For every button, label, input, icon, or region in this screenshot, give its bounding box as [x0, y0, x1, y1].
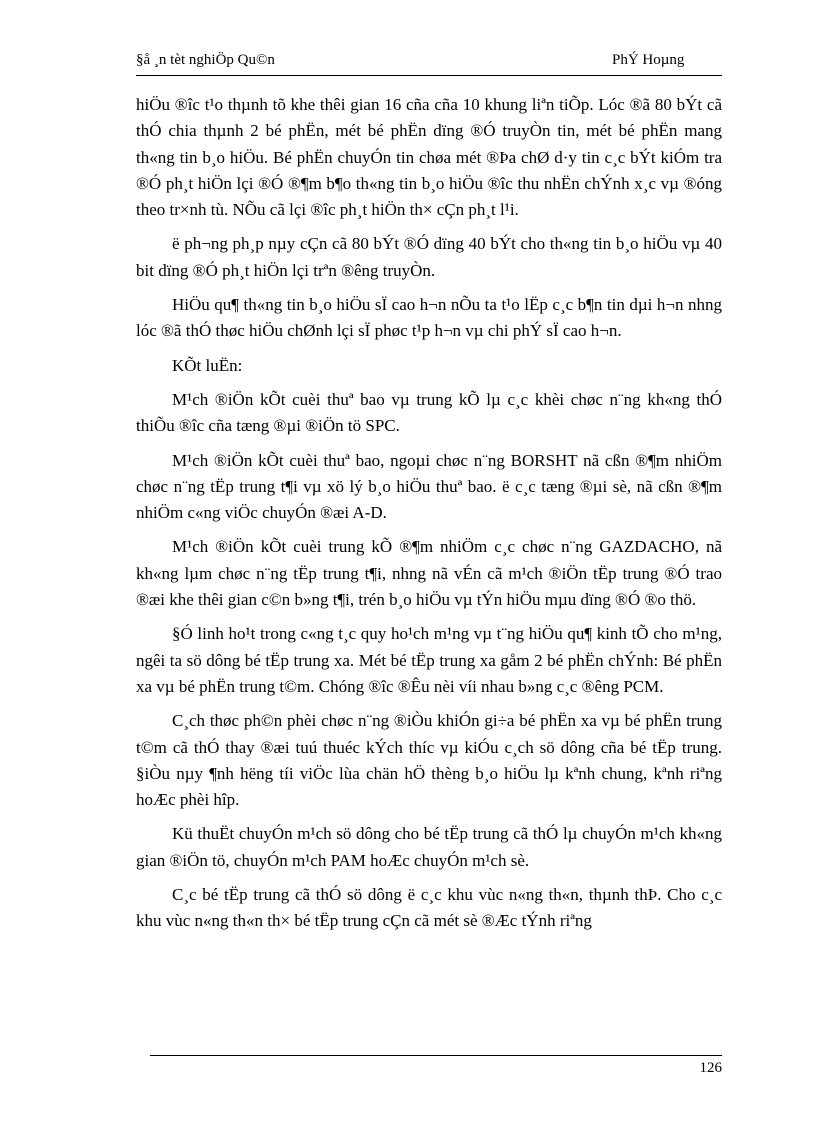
- section-heading: KÕt luËn:: [172, 355, 243, 375]
- body-text: [136, 92, 722, 943]
- paragraph: C¸c bé tËp trung cã thÓ sö dông ë c¸c khu vùc n«ng th«n, thµnh thÞ. Cho c¸c khu vùc n«ng th«n th× bé tËp trung cÇn cã mét sè ®Æc tÝnh riªng: [136, 885, 722, 931]
- paragraph: M¹ch ®iÖn kÕt cuèi trung kÕ ®¶m nhiÖm c¸c chøc n¨ng GAZDACHO, nã kh«ng lµm chøc n¨ng tËp trung t¶i, nhng nã vÉn cã m¹ch ®iÖn tËp trung ®Ó trao ®æi khe thêi gian c©n b»ng t¶i, trén b¸o hiÖu vµ tÝn hiÖu mµu dïng ®Ó ®o thö.: [136, 537, 722, 610]
- paragraph: hiÖu ®îc t¹o thµnh tõ khe thêi gian 16 cña cña 10 khung liªn tiÕp. Lóc ®ã 80 bÝt cã thÓ chia thµnh 2 bé phËn, mét bé phËn dïng ®Ó truyÒn tin, mét bé phËn mang th«ng tin b¸o hiÖu. Bé phËn chuyÓn tin chøa mét ®Þa chØ d·y tin c¸c bÝt kiÓm tra ®Ó ph¸t hiÖn lçi ®Ó ®¶m b¶o th«ng tin b¸o hiÖu ®îc thu nhËn chÝnh x¸c vµ ®óng theo tr×nh tù. NÕu cã lçi ®îc ph¸t hiÖn th× cÇn ph¸t l¹i.: [136, 95, 722, 220]
- paragraph: Kü thuËt chuyÓn m¹ch sö dông cho bé tËp trung cã thÓ lµ chuyÓn m¹ch kh«ng gian ®iÖn tö, chuyÓn m¹ch PAM hoÆc chuyÓn m¹ch sè.: [136, 824, 722, 870]
- paragraph: HiÖu qu¶ th«ng tin b¸o hiÖu sÏ cao h¬n nÕu ta t¹o lËp c¸c b¶n tin dµi h¬n nhng lóc ®ã thÓ thøc hiÖu chØnh lçi sÏ phøc t¹p h¬n vµ chi phÝ sÏ cao h¬n.: [136, 295, 722, 341]
- footer-rule: [150, 1055, 722, 1056]
- header-title: §å ¸n tèt nghiÖp Qu©n: [136, 52, 275, 68]
- paragraph: M¹ch ®iÖn kÕt cuèi thuª bao, ngoµi chøc n¨ng BORSHT nã cßn ®¶m nhiÖm chøc n¨ng tËp trung t¶i vµ xö lý b¸o hiÖu thuª bao. ë c¸c tæng ®µi sè, nã cßn ®¶m nhiÖm c«ng viÖc chuyÓn ®æi A-D.: [136, 450, 722, 523]
- header-rule: [136, 75, 722, 76]
- header-author: PhÝ Hoµng: [612, 52, 685, 68]
- paragraph: ë ph¬ng ph¸p nµy cÇn cã 80 bÝt ®Ó dïng 40 bÝt cho th«ng tin b¸o hiÖu vµ 40 bit dïng ®Ó ph¸t hiÖn lçi trªn ®êng truyÒn.: [136, 234, 722, 280]
- paragraph: §Ó linh ho¹t trong c«ng t¸c quy ho¹ch m¹ng vµ t¨ng hiÖu qu¶ kinh tÕ cho m¹ng, ngêi ta sö dông bé tËp trung xa. Mét bé tËp trung xa gåm 2 bé phËn chÝnh: Bé phËn xa vµ bé phËn trung t©m. Chóng ®îc ®Êu nèi víi nhau b»ng c¸c ®êng PCM.: [136, 624, 722, 696]
- page-number: 126: [699, 1060, 722, 1076]
- paragraph: M¹ch ®iÖn kÕt cuèi thuª bao vµ trung kÕ lµ c¸c khèi chøc n¨ng kh«ng thÓ thiÕu ®îc cña tæng ®µi ®iÖn tö SPC.: [136, 389, 722, 436]
- paragraph: C¸ch thøc ph©n phèi chøc n¨ng ®iÒu khiÓn gi÷a bé phËn xa vµ bé phËn trung t©m cã thÓ thay ®æi tuú thuéc kÝch thíc vµ kiÓu c¸ch sö dông cña bé tËp trung. §iÒu nµy ¶nh hëng tíi viÖc lùa chän hÖ thèng b¸o hiÖu lµ kªnh chung, kªnh riªng hoÆc phèi hîp.: [136, 711, 722, 810]
